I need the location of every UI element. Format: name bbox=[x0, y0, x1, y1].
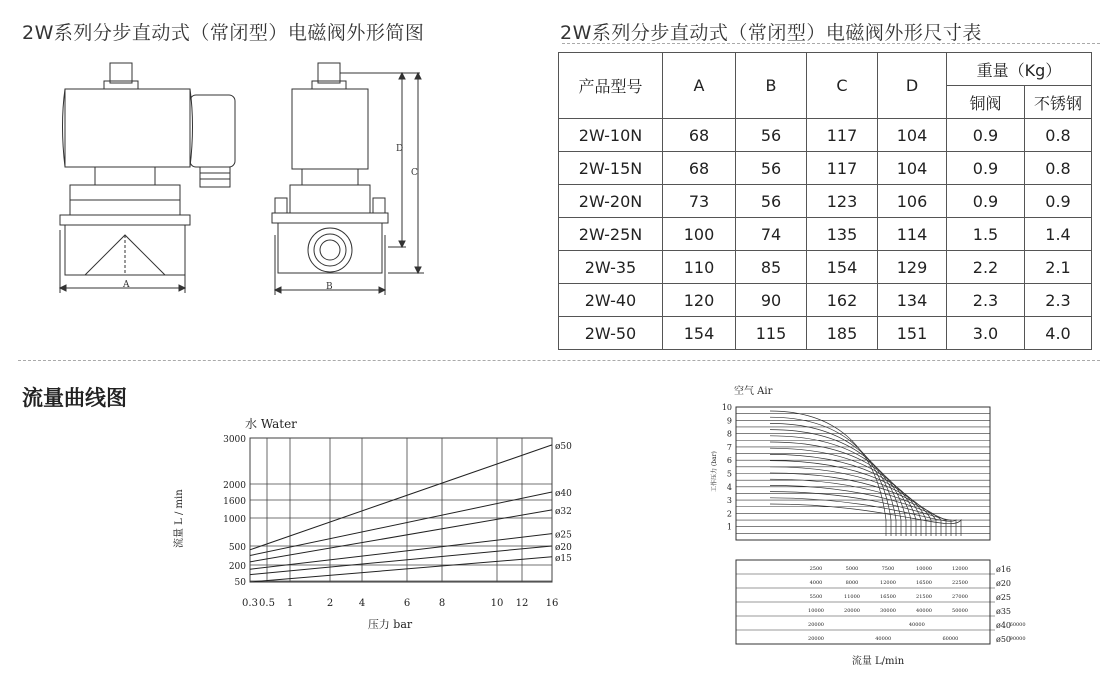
dim-label-a: A bbox=[123, 280, 130, 290]
cell-b: 56 bbox=[736, 185, 807, 218]
cell-b: 56 bbox=[736, 152, 807, 185]
cell-d: 104 bbox=[878, 152, 947, 185]
scale-row-name: ø20 bbox=[996, 579, 1011, 588]
cell-ss: 2.3 bbox=[1025, 284, 1092, 317]
table-row bbox=[559, 218, 1092, 251]
table-title: 2W系列分步直动式（常闭型）电磁阀外形尺寸表 bbox=[560, 22, 982, 44]
chart-title: 水 Water bbox=[245, 417, 297, 431]
cell-model: 2W-35 bbox=[559, 251, 663, 284]
y-tick-label: 1000 bbox=[223, 515, 246, 525]
series-label: ø32 bbox=[555, 506, 572, 517]
series-label: ø40 bbox=[555, 489, 572, 499]
scale-value: 16500 bbox=[880, 594, 896, 600]
header-copper: 铜阀 bbox=[947, 86, 1025, 119]
cell-model: 2W-20N bbox=[559, 185, 663, 218]
air-curve bbox=[770, 498, 956, 536]
y-tick-label: 2000 bbox=[223, 481, 246, 491]
y-tick-label: 7 bbox=[726, 442, 732, 452]
scale-row-name: ø50 bbox=[996, 635, 1011, 644]
cell-cu: 3.0 bbox=[947, 317, 1025, 350]
table-row bbox=[559, 284, 1092, 317]
scale-value: 12000 bbox=[880, 580, 896, 586]
scale-row-name: ø40 bbox=[996, 621, 1011, 630]
header-b: B bbox=[736, 53, 807, 119]
scale-value: 27000 bbox=[952, 594, 968, 600]
dim-label-c: C bbox=[411, 168, 418, 178]
scale-value: 30000 bbox=[880, 608, 896, 614]
y-tick-label: 4 bbox=[726, 482, 732, 492]
y-tick-label: 5 bbox=[726, 469, 732, 479]
cell-a: 120 bbox=[663, 284, 736, 317]
scale-value: 5000 bbox=[845, 566, 859, 572]
y-tick-label: 1 bbox=[726, 522, 732, 532]
cell-c: 117 bbox=[807, 119, 878, 152]
cell-ss: 0.8 bbox=[1025, 152, 1092, 185]
x-tick-label: 0.3 bbox=[242, 598, 258, 609]
series-line bbox=[250, 445, 552, 550]
front-view bbox=[60, 63, 235, 293]
y-tick-label: 3000 bbox=[223, 435, 246, 445]
cell-b: 56 bbox=[736, 119, 807, 152]
y-tick-label: 50 bbox=[234, 578, 246, 588]
scale-value: 40000 bbox=[875, 636, 892, 642]
y-tick-label: 500 bbox=[228, 543, 246, 553]
cell-c: 123 bbox=[807, 185, 878, 218]
scale-value: 40000 bbox=[916, 608, 932, 614]
cell-d: 129 bbox=[878, 251, 947, 284]
side-view bbox=[272, 63, 424, 295]
scale-value: 5500 bbox=[809, 594, 823, 600]
header-a: A bbox=[663, 53, 736, 119]
header-d: D bbox=[878, 53, 947, 119]
scale-value: 22500 bbox=[952, 580, 968, 586]
cell-a: 73 bbox=[663, 185, 736, 218]
scale-value: 11000 bbox=[844, 594, 860, 600]
scale-value: 50000 bbox=[952, 608, 968, 614]
y-tick-label: 1600 bbox=[223, 497, 246, 507]
series-label: ø50 bbox=[555, 441, 572, 452]
cell-d: 106 bbox=[878, 185, 947, 218]
cell-c: 154 bbox=[807, 251, 878, 284]
cell-cu: 0.9 bbox=[947, 185, 1025, 218]
section-divider bbox=[18, 360, 1100, 361]
dimension-table bbox=[558, 52, 1092, 350]
table-row bbox=[559, 317, 1092, 350]
cell-b: 115 bbox=[736, 317, 807, 350]
cell-c: 117 bbox=[807, 152, 878, 185]
x-axis-label: 流量 L/min bbox=[851, 656, 905, 667]
dim-label-d: D bbox=[396, 144, 404, 154]
chart-title: 空气 Air bbox=[734, 386, 773, 397]
title-underline bbox=[562, 43, 1100, 44]
cell-b: 74 bbox=[736, 218, 807, 251]
cell-c: 162 bbox=[807, 284, 878, 317]
series-label: ø20 bbox=[555, 543, 572, 553]
air-curve bbox=[770, 485, 946, 536]
x-tick-label: 1 bbox=[286, 598, 294, 609]
cell-a: 68 bbox=[663, 152, 736, 185]
scale-value: 20000 bbox=[844, 608, 860, 614]
cell-d: 114 bbox=[878, 218, 947, 251]
x-tick-label: 6 bbox=[403, 598, 411, 609]
x-tick-label: 0.5 bbox=[259, 598, 275, 609]
flow-section-title: 流量曲线图 bbox=[22, 385, 127, 410]
x-tick-label: 16 bbox=[545, 598, 559, 609]
cell-b: 85 bbox=[736, 251, 807, 284]
scale-value: 7500 bbox=[881, 566, 895, 572]
y-axis-label: 工作压力 (bar) bbox=[711, 451, 718, 492]
cell-cu: 0.9 bbox=[947, 152, 1025, 185]
cell-c: 135 bbox=[807, 218, 878, 251]
cell-d: 151 bbox=[878, 317, 947, 350]
cell-model: 2W-50 bbox=[559, 317, 663, 350]
x-tick-label: 12 bbox=[515, 598, 529, 609]
cell-a: 100 bbox=[663, 218, 736, 251]
scale-value: 8000 bbox=[845, 580, 859, 586]
scale-value: 16500 bbox=[916, 580, 932, 586]
x-axis-label: 压力 bar bbox=[367, 618, 413, 631]
series-label: ø15 bbox=[555, 553, 572, 564]
x-tick-label: 2 bbox=[326, 598, 334, 609]
y-tick-label: 9 bbox=[726, 416, 732, 426]
cell-d: 104 bbox=[878, 119, 947, 152]
cell-model: 2W-40 bbox=[559, 284, 663, 317]
cell-ss: 0.8 bbox=[1025, 119, 1092, 152]
x-tick-label: 4 bbox=[358, 598, 366, 609]
cell-a: 154 bbox=[663, 317, 736, 350]
air-curve bbox=[770, 442, 911, 536]
series-line bbox=[250, 534, 552, 570]
cell-ss: 0.9 bbox=[1025, 185, 1092, 218]
cell-cu: 2.3 bbox=[947, 284, 1025, 317]
x-tick-label: 8 bbox=[438, 598, 446, 609]
scale-value: 2500 bbox=[809, 566, 823, 572]
water-flow-chart bbox=[160, 408, 600, 634]
y-tick-label: 200 bbox=[228, 562, 246, 572]
scale-row-name: ø25 bbox=[996, 593, 1011, 602]
scale-value: 21500 bbox=[916, 594, 932, 600]
cell-ss: 1.4 bbox=[1025, 218, 1092, 251]
cell-a: 68 bbox=[663, 119, 736, 152]
cell-model: 2W-15N bbox=[559, 152, 663, 185]
scale-value: 10000 bbox=[916, 566, 932, 572]
cell-b: 90 bbox=[736, 284, 807, 317]
y-tick-label: 3 bbox=[726, 496, 732, 506]
scale-row-name: ø16 bbox=[996, 565, 1011, 574]
dim-label-b: B bbox=[326, 282, 333, 292]
y-axis-label: 流量 L / min bbox=[174, 489, 185, 548]
header-weight: 重量（Kg） bbox=[947, 53, 1092, 86]
cell-cu: 0.9 bbox=[947, 119, 1025, 152]
scale-value: 4000 bbox=[809, 580, 823, 586]
header-model: 产品型号 bbox=[559, 53, 663, 119]
y-tick-label: 10 bbox=[721, 403, 732, 412]
scale-value: 40000 bbox=[908, 622, 925, 628]
table-row bbox=[559, 152, 1092, 185]
y-tick-label: 2 bbox=[726, 509, 732, 519]
scale-value: 60000 bbox=[942, 636, 959, 642]
scale-value: 60000 bbox=[1009, 622, 1026, 628]
scale-value: 12000 bbox=[952, 566, 968, 572]
valve-outline-drawing bbox=[40, 55, 440, 305]
cell-c: 185 bbox=[807, 317, 878, 350]
x-tick-label: 10 bbox=[490, 598, 504, 609]
header-stainless: 不锈钢 bbox=[1025, 86, 1092, 119]
scale-value: 20000 bbox=[808, 622, 824, 628]
table-row bbox=[559, 119, 1092, 152]
scale-row-name: ø35 bbox=[996, 607, 1011, 616]
cell-ss: 2.1 bbox=[1025, 251, 1092, 284]
table-row bbox=[559, 251, 1092, 284]
scale-value: 90000 bbox=[1009, 636, 1026, 642]
cell-model: 2W-25N bbox=[559, 218, 663, 251]
table-row bbox=[559, 185, 1092, 218]
cell-a: 110 bbox=[663, 251, 736, 284]
cell-d: 134 bbox=[878, 284, 947, 317]
cell-cu: 1.5 bbox=[947, 218, 1025, 251]
drawing-title: 2W系列分步直动式（常闭型）电磁阀外形简图 bbox=[22, 22, 425, 44]
y-tick-label: 6 bbox=[726, 456, 732, 466]
air-flow-chart bbox=[700, 380, 1030, 672]
scale-value: 20000 bbox=[808, 636, 824, 642]
y-tick-label: 8 bbox=[726, 429, 732, 439]
header-c: C bbox=[807, 53, 878, 119]
cell-model: 2W-10N bbox=[559, 119, 663, 152]
scale-value: 10000 bbox=[808, 608, 824, 614]
series-label: ø25 bbox=[555, 530, 572, 541]
cell-ss: 4.0 bbox=[1025, 317, 1092, 350]
cell-cu: 2.2 bbox=[947, 251, 1025, 284]
